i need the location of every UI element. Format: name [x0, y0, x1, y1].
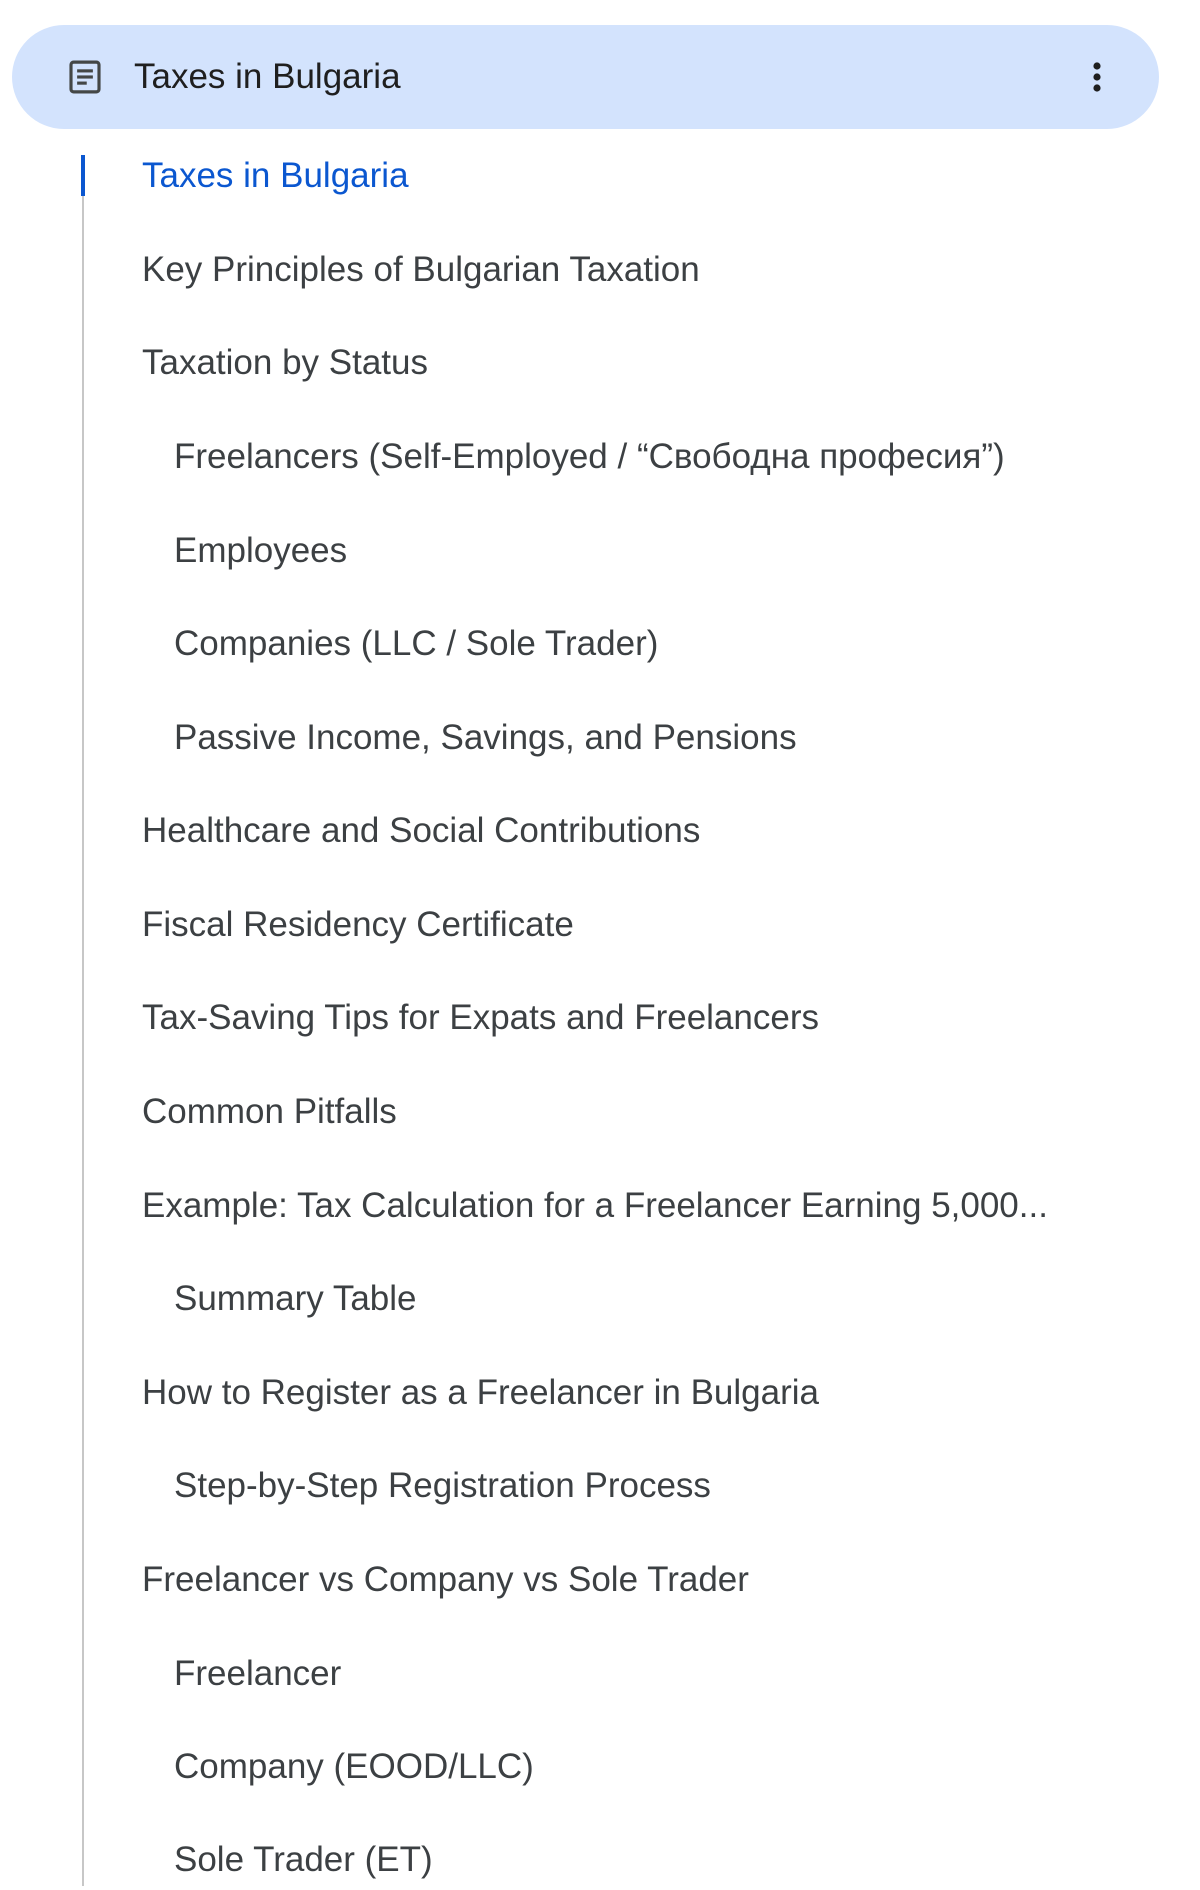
outline-subheading-company-eood[interactable]: Company (EOOD/LLC): [174, 1747, 534, 1786]
outline-heading-fiscal-residency[interactable]: Fiscal Residency Certificate: [142, 905, 574, 944]
outline-heading-freelancer-vs-company[interactable]: Freelancer vs Company vs Sole Trader: [142, 1560, 749, 1599]
outline-heading-how-to-register[interactable]: How to Register as a Freelancer in Bulgaria: [142, 1373, 819, 1412]
outline-subheading-passive-income[interactable]: Passive Income, Savings, and Pensions: [174, 718, 797, 757]
outline-heading-common-pitfalls[interactable]: Common Pitfalls: [142, 1092, 397, 1131]
outline-heading-example-calculation[interactable]: Example: Tax Calculation for a Freelancer Earning 5,000...: [142, 1186, 1048, 1225]
outline-heading-taxation-by-status[interactable]: Taxation by Status: [142, 343, 428, 382]
outline-subheading-registration-process[interactable]: Step-by-Step Registration Process: [174, 1466, 711, 1505]
outline-subheading-sole-trader[interactable]: Sole Trader (ET): [174, 1840, 433, 1879]
document-title: Taxes in Bulgaria: [134, 57, 401, 96]
outline-subheading-employees[interactable]: Employees: [174, 531, 348, 570]
outline-subheading-freelancer[interactable]: Freelancer: [174, 1654, 342, 1693]
outline-heading-key-principles[interactable]: Key Principles of Bulgarian Taxation: [142, 250, 700, 289]
outline-subheading-freelancers[interactable]: Freelancers (Self-Employed / “Свободна професия”): [174, 437, 1005, 476]
outline-subheading-companies[interactable]: Companies (LLC / Sole Trader): [174, 624, 659, 663]
outline-heading-tax-saving-tips[interactable]: Tax-Saving Tips for Expats and Freelancers: [142, 998, 819, 1037]
outline-subheading-summary-table[interactable]: Summary Table: [174, 1279, 417, 1318]
outline-heading-taxes-in-bulgaria[interactable]: Taxes in Bulgaria: [142, 156, 409, 195]
outline-heading-healthcare[interactable]: Healthcare and Social Contributions: [142, 811, 701, 850]
